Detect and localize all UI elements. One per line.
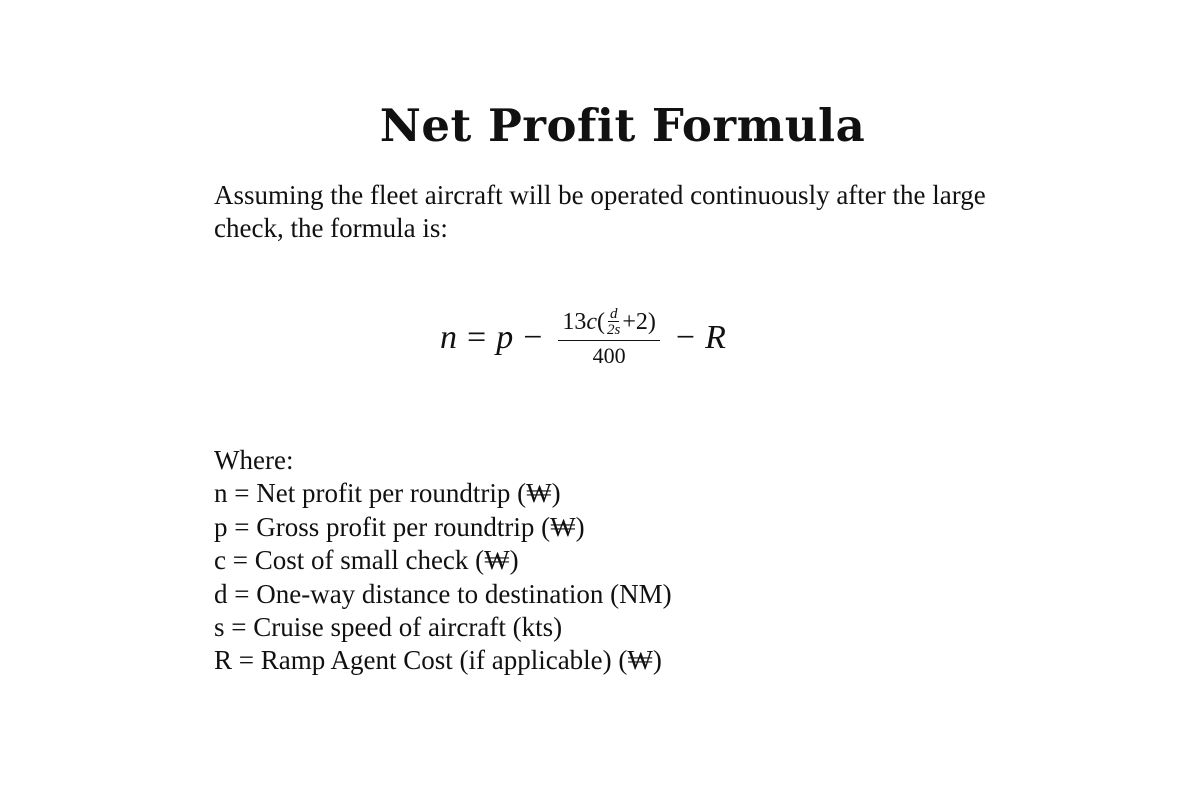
inner-fraction-numerator: d [609, 306, 618, 322]
definition-d: d = One-way distance to destination (NM) [214, 578, 672, 609]
formula-fraction [558, 307, 660, 369]
numerator-coefficient: 13 [562, 309, 587, 335]
formula-minus-1: − [523, 319, 543, 356]
formula-equals: = [467, 319, 487, 356]
intro-paragraph: Assuming the fleet aircraft will be operated continuously after the large check, the formula is: [214, 180, 986, 243]
formula-r: R [705, 319, 726, 356]
definition-n: n = Net profit per roundtrip (₩) [214, 478, 561, 509]
formula-n: n [440, 319, 457, 356]
definition-c: c = Cost of small check (₩) [214, 545, 519, 576]
page-title: Net Profit Formula [379, 99, 866, 152]
definition-r: R = Ramp Agent Cost (if applicable) (₩) [214, 645, 662, 676]
definition-p: p = Gross profit per roundtrip (₩) [214, 511, 585, 542]
fraction-numerator [558, 307, 660, 341]
inner-fraction-denominator: 2s [607, 322, 621, 338]
inner-fraction [607, 307, 620, 337]
variable-definitions [214, 444, 672, 678]
definition-s: s = Cruise speed of aircraft (kts) [214, 612, 563, 643]
formula-p: p [496, 319, 514, 356]
numerator-c: c [586, 309, 598, 335]
formula-minus-2: − [675, 319, 696, 356]
net-profit-formula [440, 298, 726, 378]
numerator-open-paren: ( [597, 309, 606, 335]
where-heading: Where: [214, 445, 294, 475]
fraction-denominator: 400 [592, 343, 626, 368]
numerator-tail: +2) [622, 309, 656, 335]
